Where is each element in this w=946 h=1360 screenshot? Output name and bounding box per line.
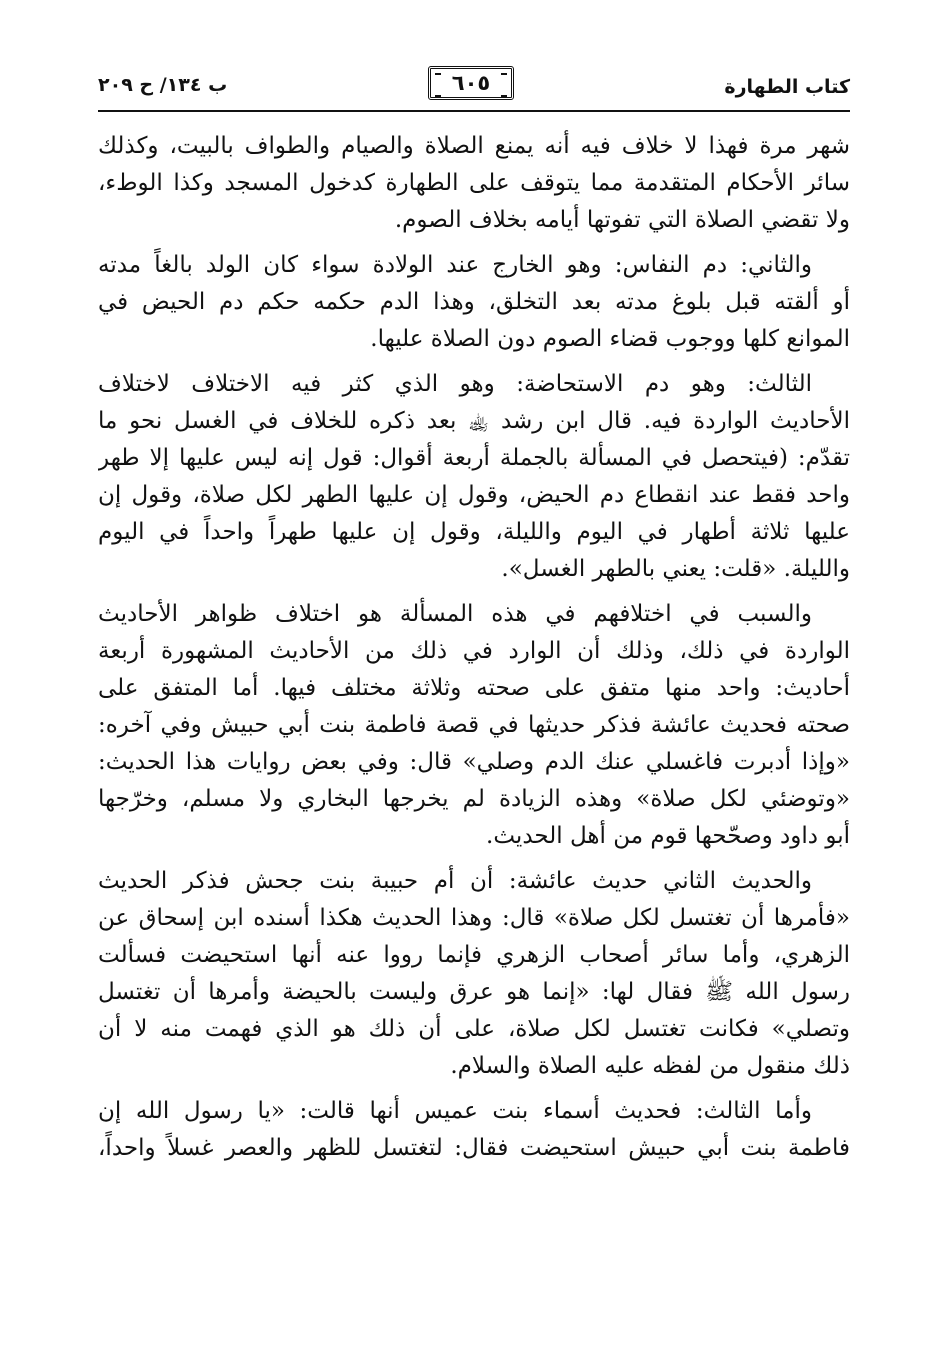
header-divider xyxy=(98,110,850,112)
text-line: أحاديث: واحد منها متفق على صحته وثلاثة مختلف فيها. أما المتفق على xyxy=(98,675,850,701)
text-line: فاطمة بنت أبي حبيش استحيضت فقال: لتغتسل للظهر والعصر غسلاً واحداً، xyxy=(98,1135,850,1161)
paragraph xyxy=(98,1093,850,1167)
paragraph xyxy=(98,128,850,239)
text-line: ولا تقضي الصلاة التي تفوتها أيامه بخلاف الصوم. xyxy=(394,207,850,233)
paragraph-gap xyxy=(98,358,850,366)
text-line: رسول الله ﷺ فقال لها: «إنما هو عرق وليست بالحيضة وأمرها أن تغتسل xyxy=(98,979,850,1005)
text-line: الموانع كلها ووجوب قضاء الصوم دون الصلاة عليها. xyxy=(370,326,850,352)
text-line: ذلك منقول من لفظه عليه الصلاة والسلام. xyxy=(450,1053,850,1079)
text-line: والثاني: دم النفاس: وهو الخارج عند الولادة سواء كان الولد بالغاً مدته xyxy=(98,252,812,278)
text-line: صحته فحديث عائشة فذكر حديثها في قصة فاطمة بنت أبي حبيش وفي آخره: xyxy=(98,712,850,738)
paragraph xyxy=(98,596,850,855)
text-line: «وتوضئي لكل صلاة» وهذه الزيادة لم يخرجها البخاري ولا مسلم، وخرّجها xyxy=(98,786,850,812)
text-line: عليها ثلاثة أطهار في اليوم والليلة، وقول إن عليها طهراً واحداً في اليوم xyxy=(98,519,850,545)
page-header xyxy=(98,66,850,106)
text-line: والحديث الثاني حديث عائشة: أن أم حبيبة بنت جحش فذكر الحديث xyxy=(98,868,812,894)
paragraph xyxy=(98,247,850,358)
book-title: كتاب الطهارة xyxy=(724,76,850,98)
text-line: أو ألقته قبل بلوغ مدته بعد التخلق، وهذا الدم حكمه حكم دم الحيض في xyxy=(98,289,850,315)
paragraph-gap xyxy=(98,1085,850,1093)
main-text xyxy=(98,128,850,1167)
text-line: والليلة. «قلت: يعني بالطهر الغسل». xyxy=(501,556,850,582)
text-line: «فأمرها أن تغتسل لكل صلاة» قال: وهذا الحديث هكذا أسنده ابن إسحاق عن xyxy=(98,905,850,931)
paragraph-gap xyxy=(98,239,850,247)
page-number: ٦٠٥ xyxy=(451,71,491,95)
paragraph xyxy=(98,863,850,1085)
text-line: «وإذا أدبرت فاغسلي عنك الدم وصلي» قال: وفي بعض روايات هذا الحديث: xyxy=(98,749,850,775)
text-line: الأحاديث الواردة فيه. قال ابن رشد ﵀ بعد ذكره للخلاف في الغسل نحو ما xyxy=(98,408,850,434)
text-line: الواردة في ذلك، وذلك أن الوارد في ذلك من الأحاديث المشهورة أربعة xyxy=(98,638,850,664)
text-line: الثالث: وهو دم الاستحاضة: وهو الذي كثر فيه الاختلاف لاختلاف xyxy=(98,371,812,397)
paragraph-gap xyxy=(98,588,850,596)
text-line: الزهري، وأما سائر أصحاب الزهري فإنما رووا عنه أنها استحيضت فسألت xyxy=(98,942,850,968)
text-line: سائر الأحكام المتقدمة مما يتوقف على الطهارة كدخول المسجد وكذا الوطء، xyxy=(98,170,850,196)
text-line: والسبب في اختلافهم في هذه المسألة هو اختلاف ظواهر الأحاديث xyxy=(98,601,812,627)
text-line: وأما الثالث: فحديث أسماء بنت عميس أنها قالت: «يا رسول الله إن xyxy=(98,1098,812,1124)
text-line: تقدّم: (فيتحصل في المسألة بالجملة أربعة أقوال: قول إنه ليس عليها إلا طهر xyxy=(98,445,850,471)
text-line: وتصلي» فكانت تغتسل لكل صلاة، على أن ذلك هو الذي فهمت منه لا أن xyxy=(98,1016,850,1042)
text-line: واحد فقط عند انقطاع دم الحيض، وقول إن عليها الطهر لكل صلاة، وقول إن xyxy=(98,482,850,508)
text-line: شهر مرة فهذا لا خلاف فيه أنه يمنع الصلاة والصيام والطواف بالبيت، وكذلك xyxy=(98,133,850,159)
paragraph xyxy=(98,366,850,588)
page-number-box xyxy=(428,66,514,100)
hadith-reference: ب ١٣٤/ ح ٢٠٩ xyxy=(98,74,228,96)
text-line: أبو داود وصحّحها قوم من أهل الحديث. xyxy=(486,823,850,849)
paragraph-gap xyxy=(98,855,850,863)
